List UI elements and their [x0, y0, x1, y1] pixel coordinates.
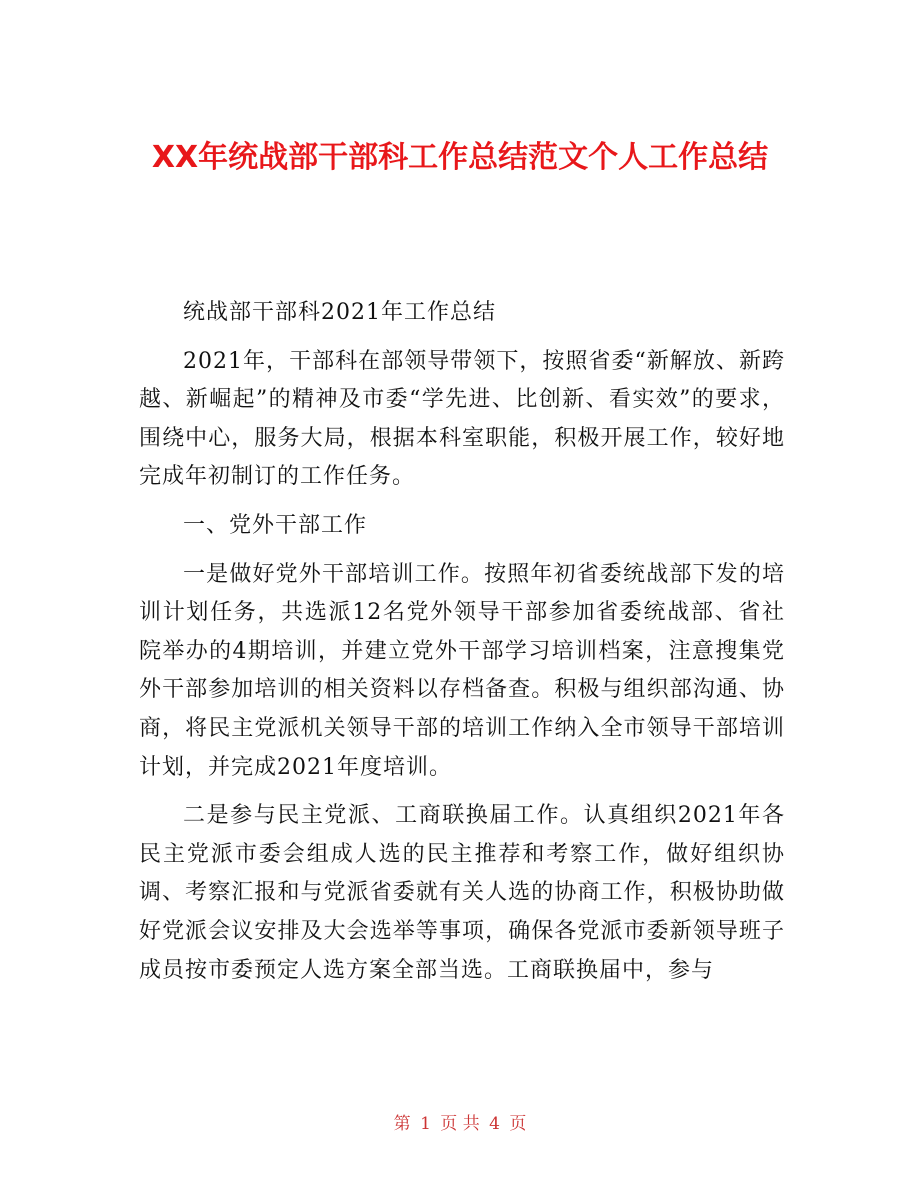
- section-heading: 统战部干部科2021年工作总结: [183, 300, 496, 325]
- paragraph-election: 二是参与民主党派、工商联换届工作。认真组织2021年各民主党派市委会组成人选的民主推荐和考察工作，做好组织协调、考察汇报和与党派省委就有关人选的协商工作，积极协助做好党派会议安排及大会选举等事项，确保各党派市委新领导班子成员按市委预定人选方案全部当选。工商联换届中，参与: [139, 803, 785, 983]
- paragraph-training: 一是做好党外干部培训工作。按照年初省委统战部下发的培训计划任务，共选派12名党外领导干部参加省委统战部、省社院举办的4期培训，并建立党外干部学习培训档案，注意搜集党外干部参加培训的相关资料以存档备查。积极与组织部沟通、协商，将民主党派机关领导干部的培训工作纳入全市领导干部培训计划，并完成2021年度培训。: [139, 561, 785, 780]
- footer-suffix: 页: [509, 1114, 527, 1134]
- paragraph-intro: 2021年，干部科在部领导带领下，按照省委“新解放、新跨越、新崛起”的精神及市委“学先进、比创新、看实效”的要求，围绕中心，服务大局，根据本科室职能，积极开展工作，较好地完成年初制订的工作任务。: [139, 348, 785, 490]
- footer-current-page: 1: [420, 1114, 431, 1134]
- document-title: XX年统战部干部科工作总结范文个人工作总结: [151, 140, 769, 176]
- document-body: [139, 294, 785, 990]
- footer-middle: 页 共: [440, 1114, 480, 1134]
- footer-total-pages: 4: [489, 1114, 500, 1134]
- section-heading-1: 一、党外干部工作: [183, 512, 368, 538]
- page-number-footer: [0, 1112, 920, 1136]
- footer-prefix: 第: [393, 1114, 411, 1134]
